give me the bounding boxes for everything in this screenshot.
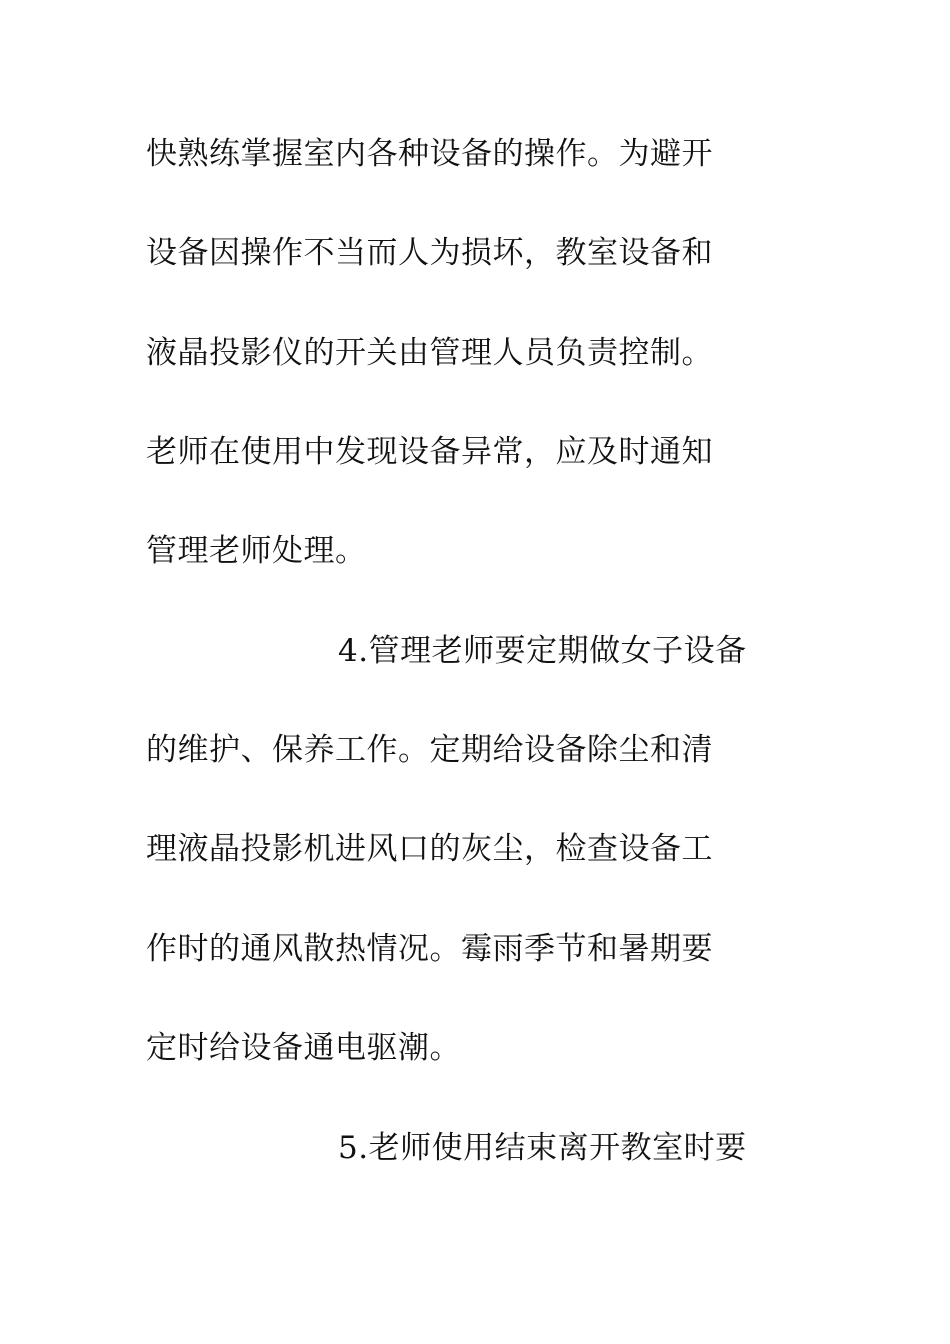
paragraph-1-line-1: 快熟练掌握室内各种设备的操作。为避开: [146, 136, 713, 172]
paragraph-2-line-3: 理液晶投影机进风口的灰尘，检查设备工: [146, 831, 713, 867]
paragraph-2-line-2: 的维护、保养工作。定期给设备除尘和清: [146, 732, 713, 768]
paragraph-1-line-2: 设备因操作不当而人为损坏，教室设备和: [146, 235, 713, 271]
paragraph-1-line-4: 老师在使用中发现设备异常，应及时通知: [146, 434, 713, 470]
paragraph-2-line-5: 定时给设备通电驱潮。: [146, 1030, 461, 1066]
paragraph-2-line-1: 4.管理老师要定期做女子设备: [338, 633, 747, 669]
paragraph-1-line-5: 管理老师处理。: [146, 533, 367, 569]
paragraph-1-line-3: 液晶投影仪的开关由管理人员负责控制。: [146, 335, 713, 371]
paragraph-2-line-4: 作时的通风散热情况。霉雨季节和暑期要: [146, 931, 713, 967]
paragraph-3-line-1: 5.老师使用结束离开教室时要: [338, 1130, 747, 1166]
